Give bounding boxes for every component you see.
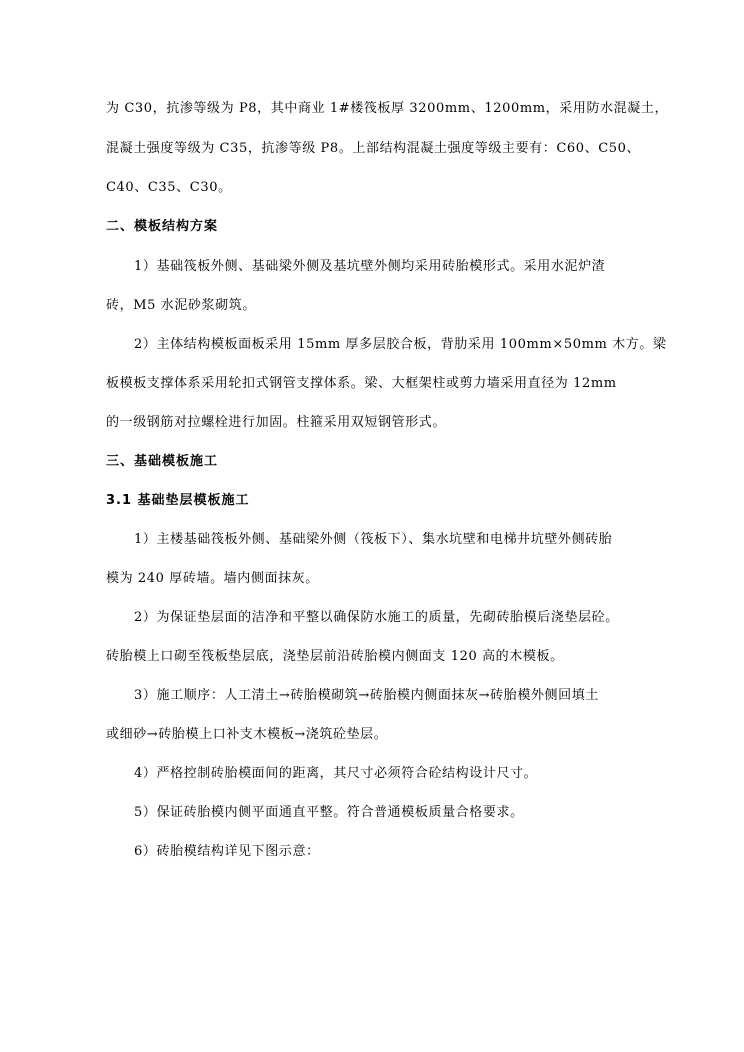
section3-para1-line1: 1）主楼基础筏板外侧、基础梁外侧（筏板下）、集水坑壁和电梯井坑壁外侧砖胎 — [134, 532, 613, 547]
section2-para2-line2: 板模板支撑体系采用轮扣式钢管支撑体系。梁、大框架柱或剪力墙采用直径为 12mm — [106, 376, 617, 391]
section3-para3-line2: 或细砂→砖胎模上口补支木模板→浇筑砼垫层。 — [106, 727, 388, 742]
section3-para5: 5）保证砖胎模内侧平面通直平整。符合普通模板质量合格要求。 — [134, 805, 524, 820]
section2-para2-line1: 2）主体结构模板面板采用 15mm 厚多层胶合板，背肋采用 100mm×50mm 木方。梁 — [134, 337, 667, 352]
subsection-heading-3-1: 3.1 基础垫层模板施工 — [106, 493, 250, 508]
intro-line-1: 为 C30，抗渗等级为 P8，其中商业 1#楼筏板厚 3200mm、1200mm，采用防水混凝土， — [106, 101, 669, 116]
intro-line-3: C40、C35、C30。 — [106, 180, 232, 195]
section3-para1-line2: 模为 240 厚砖墙。墙内侧面抹灰。 — [106, 571, 319, 586]
section2-para1-line1: 1）基础筏板外侧、基础梁外侧及基坑壁外侧均采用砖胎模形式。采用水泥炉渣 — [134, 259, 606, 274]
section3-para4: 4）严格控制砖胎模面间的距离，其尺寸必须符合砼结构设计尺寸。 — [134, 766, 538, 781]
section3-para3-line1: 3）施工顺序：人工清土→砖胎模砌筑→砖胎模内侧面抹灰→砖胎模外侧回填土 — [134, 688, 599, 703]
intro-line-2: 混凝土强度等级为 C35，抗渗等级 P8。上部结构混凝土强度等级主要有：C60、C50、 — [106, 141, 641, 156]
section2-para2-line3: 的一级钢筋对拉螺栓进行加固。柱箍采用双短钢管形式。 — [106, 415, 447, 430]
section3-para6: 6）砖胎模结构详见下图示意： — [134, 844, 320, 859]
section3-para2-line2: 砖胎模上口砌至筏板垫层底，浇垫层前沿砖胎模内侧面支 120 高的木模板。 — [106, 649, 564, 664]
section3-para2-line1: 2）为保证垫层面的洁净和平整以确保防水施工的质量，先砌砖胎模后浇垫层砼。 — [134, 610, 619, 625]
section2-para1-line2: 砖，M5 水泥砂浆砌筑。 — [106, 298, 256, 313]
section-heading-2: 二、模板结构方案 — [106, 219, 219, 234]
section-heading-3: 三、基础模板施工 — [106, 454, 219, 469]
